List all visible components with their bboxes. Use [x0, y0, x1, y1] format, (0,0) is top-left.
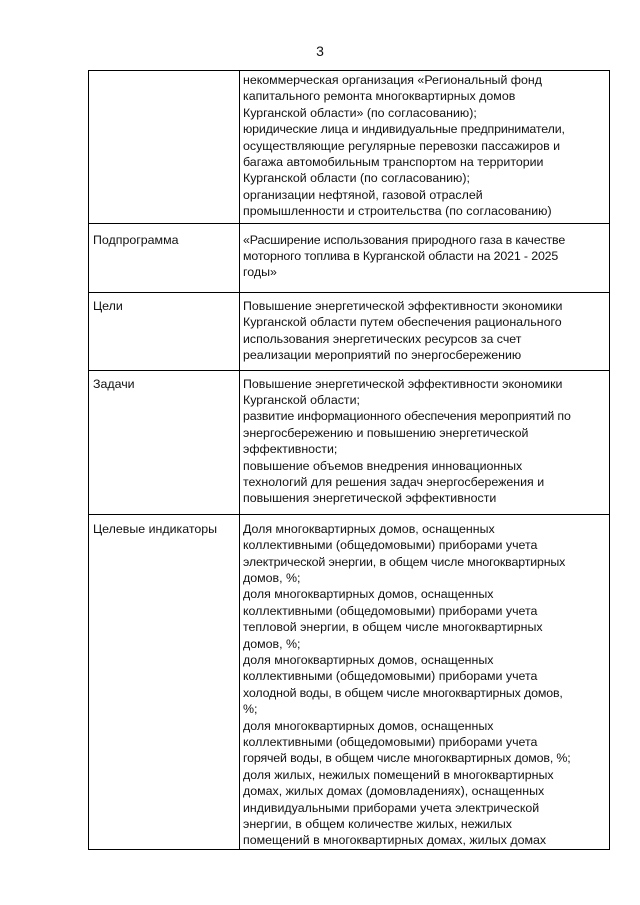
- row-label-subprogram: Подпрограмма: [93, 232, 179, 247]
- row-label-cell: [89, 71, 240, 224]
- table-row-subprogram: [89, 223, 610, 292]
- row-label-cell: [89, 514, 240, 849]
- row-label-cell: [89, 292, 240, 370]
- content-line: некоммерческая организация «Региональный фонд: [243, 73, 542, 87]
- row-label-cell: [89, 223, 240, 292]
- row-label-cell: [89, 370, 240, 514]
- content-line: доля многоквартирных домов, оснащенных: [243, 718, 494, 733]
- content-line: коллективными (общедомовыми) приборами учета: [243, 669, 538, 684]
- content-line: осуществляющие регулярные перевозки пассажиров и: [243, 138, 561, 153]
- content-line: коллективными (общедомовыми) приборами учета: [243, 735, 538, 750]
- content-line: доля многоквартирных домов, оснащенных: [243, 587, 494, 602]
- table-row-tasks: [89, 370, 610, 514]
- content-line: реализации мероприятий по энергосбережению: [243, 348, 522, 363]
- content-line: Курганской области (по согласованию);: [243, 171, 470, 186]
- content-line: эффективности;: [243, 442, 338, 457]
- row-content-cell: [240, 514, 610, 849]
- content-line: Повышение энергетической эффективности экономики: [243, 376, 563, 391]
- row-label-tasks: Задачи: [93, 376, 135, 391]
- page-number: 3: [316, 43, 324, 59]
- content-line: промышленности и строительства (по согласованию): [243, 204, 552, 219]
- content-line: технологий для решения задач энергосбережения и: [243, 474, 545, 489]
- content-line: Курганской области;: [243, 392, 360, 407]
- content-line: капитального ремонта многоквартирных домов: [243, 89, 516, 104]
- content-line: Курганской области путем обеспечения рационального: [243, 315, 562, 330]
- table-row-participants-continued: [89, 71, 610, 224]
- content-line: доля жилых, нежилых помещений в многоквартирных: [243, 767, 554, 782]
- content-line: коллективными (общедомовыми) приборами учета: [243, 603, 538, 618]
- content-line: домов, %;: [243, 636, 301, 651]
- content-line: Повышение энергетической эффективности экономики: [243, 298, 563, 313]
- content-line: организации нефтяной, газовой отраслей: [243, 187, 483, 202]
- row-content-cell: [240, 223, 610, 292]
- content-line: юридические лица и индивидуальные предприниматели,: [243, 122, 565, 137]
- content-line: энергии, в общем количестве жилых, нежилых: [243, 817, 512, 832]
- content-line: помещений в многоквартирных домах, жилых домах: [243, 833, 547, 848]
- content-line: домах, жилых домах (домовладениях), оснащенных: [243, 784, 545, 799]
- content-line: электрической энергии, в общем числе многоквартирных: [243, 554, 566, 569]
- content-line: моторного топлива в Курганской области на 2021 - 2025: [243, 249, 559, 264]
- row-label-goals: Цели: [93, 298, 123, 313]
- content-line: холодной воды, в общем числе многоквартирных домов,: [243, 685, 563, 700]
- content-line: «Расширение использования природного газа в качестве: [243, 232, 566, 247]
- content-line: %;: [243, 702, 258, 717]
- content-line: индивидуальными приборами учета электрической: [243, 800, 540, 815]
- content-line: повышения энергетической эффективности: [243, 491, 497, 506]
- content-line: багажа автомобильным транспортом на территории: [243, 155, 544, 170]
- program-passport-table: [88, 70, 610, 850]
- content-line: коллективными (общедомовыми) приборами учета: [243, 538, 538, 553]
- table-row-target-indicators: [89, 514, 610, 849]
- content-line: использования энергетических ресурсов за счет: [243, 331, 522, 346]
- content-line: доля многоквартирных домов, оснащенных: [243, 653, 494, 667]
- content-line: домов, %;: [243, 570, 301, 585]
- content-line: тепловой энергии, в общем числе многоквартирных: [243, 620, 543, 635]
- row-content-cell: [240, 370, 610, 514]
- content-line: развитие информационного обеспечения мероприятий по: [243, 409, 571, 424]
- content-line: энергосбережению и повышению энергетической: [243, 425, 529, 440]
- row-content-cell: [240, 292, 610, 370]
- content-line: Доля многоквартирных домов, оснащенных: [243, 521, 495, 536]
- content-line: Курганской области» (по согласованию);: [243, 105, 477, 120]
- row-content-cell: [240, 71, 610, 224]
- content-line: повышение объемов внедрения инновационных: [243, 458, 523, 473]
- content-line: горячей воды, в общем числе многоквартирных домов, %;: [243, 751, 571, 766]
- table-row-goals: [89, 292, 610, 370]
- content-line: годы»: [243, 265, 277, 280]
- row-label-target-indicators: Целевые индикаторы: [93, 521, 218, 536]
